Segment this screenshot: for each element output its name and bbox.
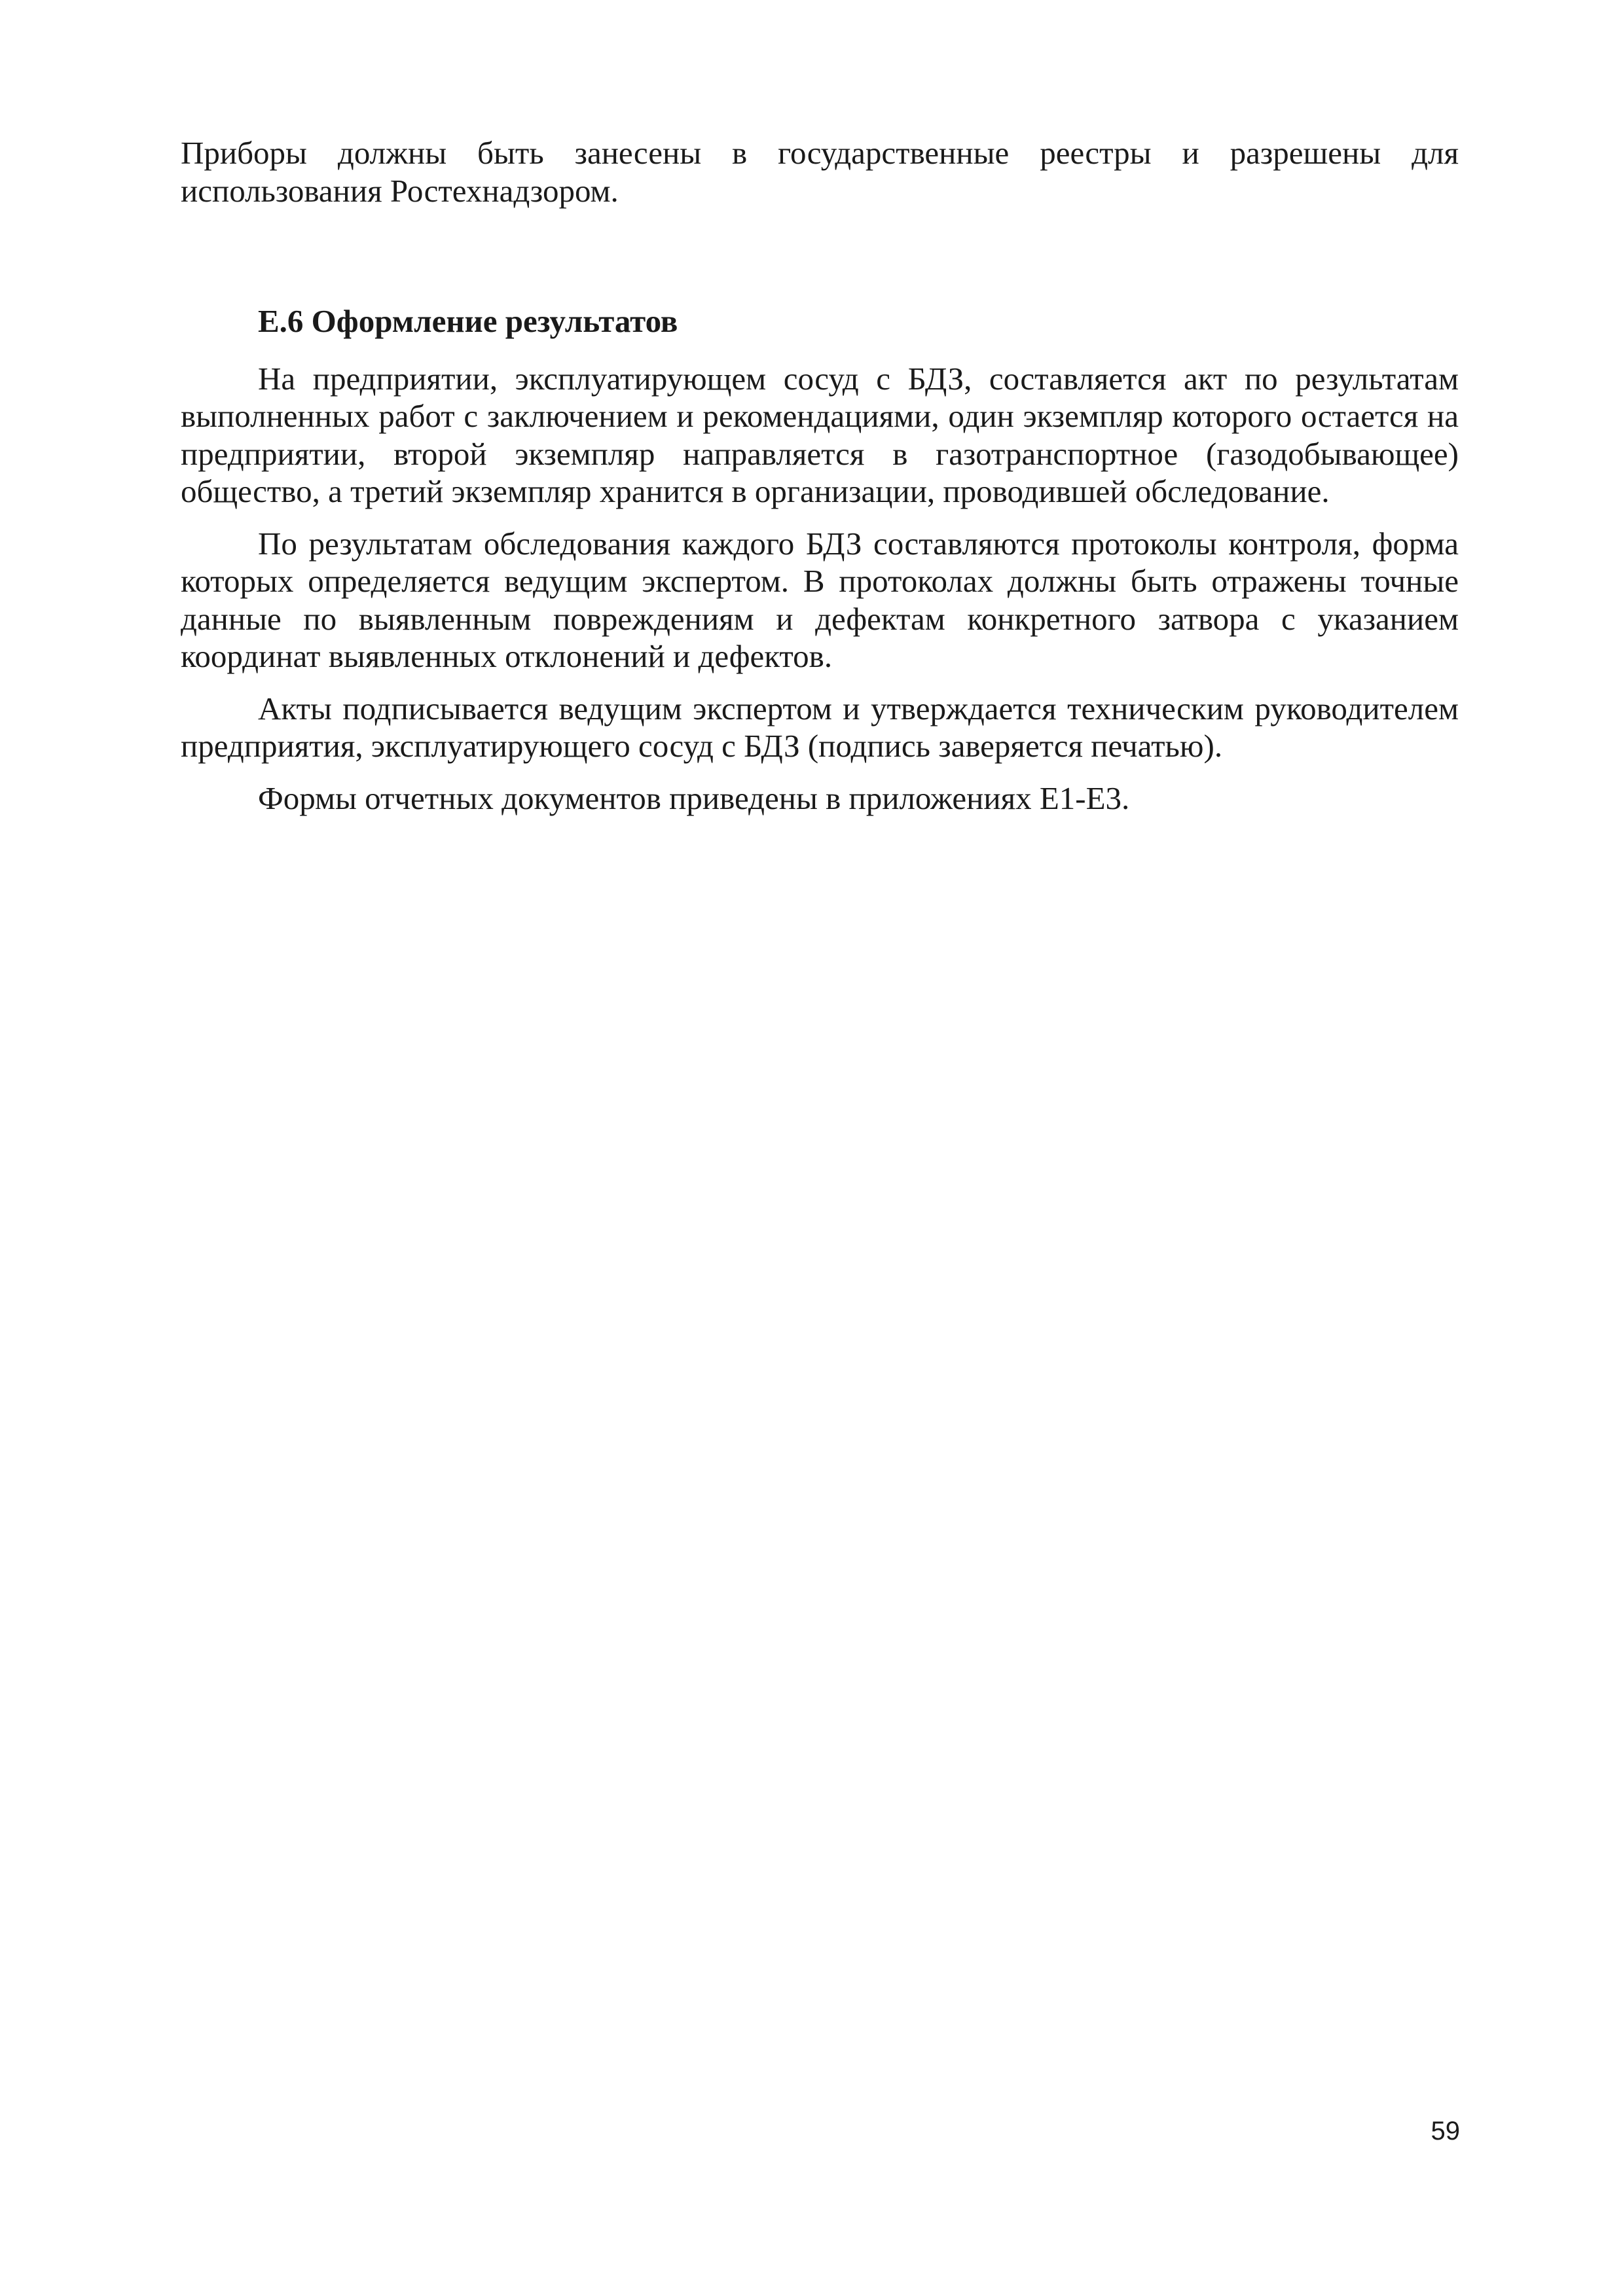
page-number: 59 [1431,2117,1460,2145]
section-heading: Е.6 Оформление результатов [258,303,678,339]
paragraph-forms: Формы отчетных документов приведены в приложениях Е1-Е3. [258,780,1130,816]
paragraph-protocols: По результатам обследования каждого БДЗ составляются протоколы контроля, форма которых определяется ведущим экспертом. В протоколах должны быть отражены точные данные по выявленным повреждениям и дефектам конкретного затвора с указанием координат выявленных отклонений и дефектов. [181,525,1459,674]
document-body [181,134,1459,817]
intro-paragraph: Приборы должны быть занесены в государственные реестры и разрешены для использования Ростехнадзором. [181,135,1459,209]
paragraph-signing: Акты подписывается ведущим экспертом и утверждается техническим руководителем предприятия, эксплуатирующего сосуд с БДЗ (подпись заверяется печатью). [181,690,1459,764]
paragraph-act: На предприятии, эксплуатирующем сосуд с БДЗ, составляется акт по результатам выполненных работ с заключением и рекомендациями, один экземпляр которого остается на предприятии, второй экземпляр направляется в газотранспортное (газодобывающее) общество, а третий экземпляр хранится в организации, проводившей обследование. [181,360,1459,509]
